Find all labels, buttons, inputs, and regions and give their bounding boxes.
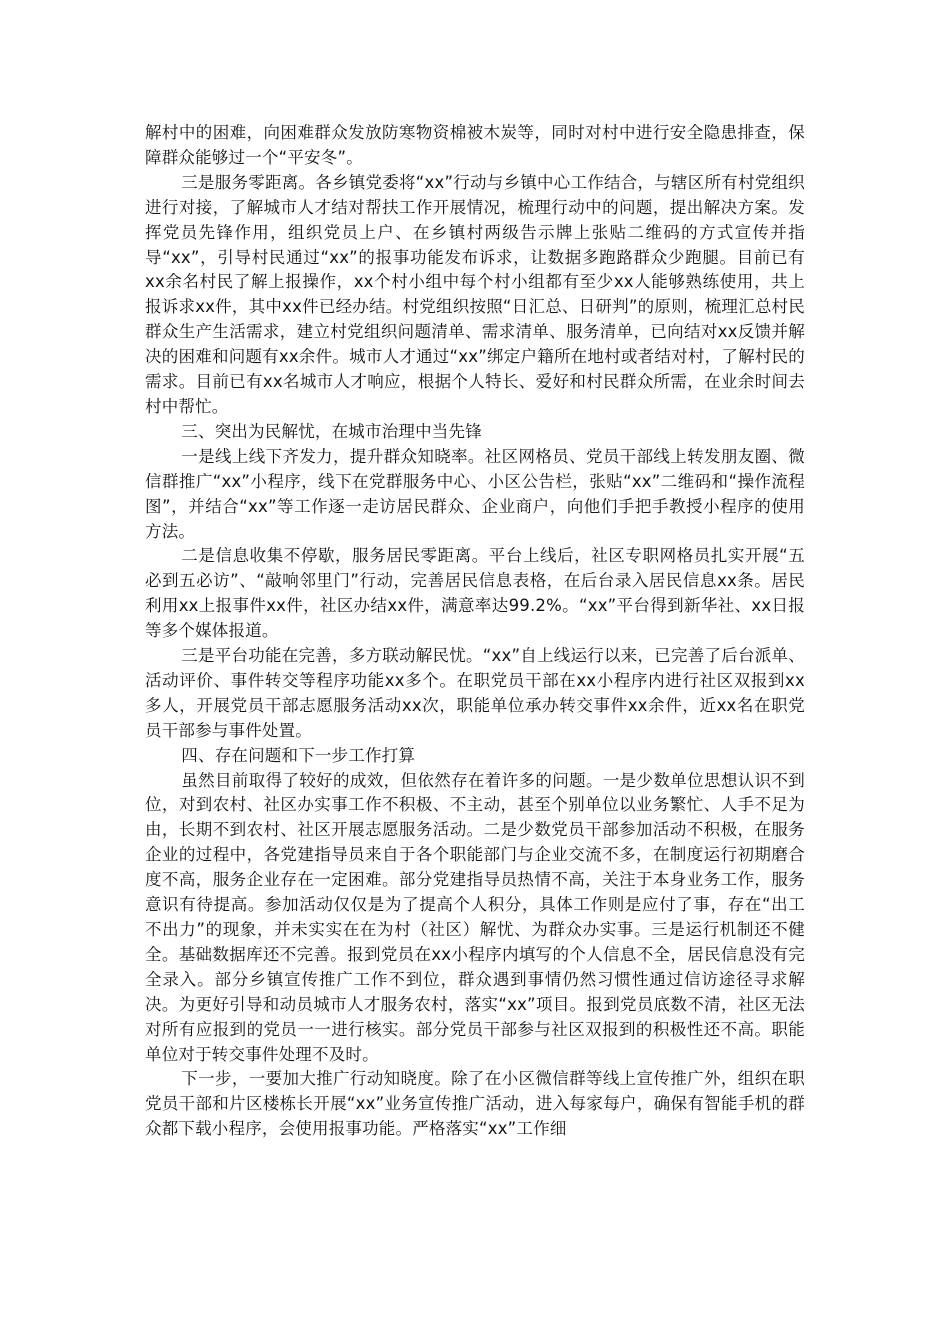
paragraph-next-steps: 下一步，一要加大推广行动知晓度。除了在小区微信群等线上宣传推广外，组织在职党员干部和片区楼栋长开展“xx”业务宣传推广活动，进入每家每户，确保有智能手机的群众都下载小程序，会使用报事功能。严格落实“xx”工作细 (145, 1069, 805, 1139)
document-page (145, 121, 805, 1142)
paragraph-platform-functions: 三是平台功能在完善，多方联动解民忧。“xx”自上线运行以来，已完善了后台派单、活动评价、事件转交等程序功能xx多个。在职党员干部在xx小程序内进行社区双报到xx多人，开展党员干部志愿服务活动xx次，职能单位承办转交事件xx余件，近xx名在职党员干部参与事件处置。 (145, 646, 805, 740)
paragraph-existing-problems: 虽然目前取得了较好的成效，但依然存在着许多的问题。一是少数单位思想认识不到位，对到农村、社区办实事工作不积极、不主动，甚至个别单位以业务繁忙、人手不足为由，长期不到农村、社区开展志愿服务活动。二是少数党员干部参加活动不积极，在服务企业的过程中，各党建指导员来自于各个职能部门与企业交流不多，在制度运行初期磨合度不高，服务企业存在一定困难。部分党建指导员热情不高，关注于本身业务工作，服务意识有待提高。参加活动仅仅是为了提高个人积分，具体工作则是应付了事，存在“出工不出力”的现象，并未实实在在为村（社区）解忧、为群众办实事。三是运行机制还不健全。基础数据库还不完善。报到党员在xx小程序内填写的个人信息不全，居民信息没有完全录入。部分乡镇宣传推广工作不到位，群众遇到事情仍然习惯性通过信访途径寻求解决。为更好引导和动员城市人才服务农村，落实“xx”项目。报到党员底数不清，社区无法对所有应报到的党员一一进行核实。部分党员干部参与社区双报到的积极性还不高。职能单位对于转交事件处理不及时。 (145, 770, 805, 1064)
paragraph-continuation: 解村中的困难，向困难群众发放防寒物资棉被木炭等，同时对村中进行安全隐患排查，保障群众能够过一个“平安冬”。 (145, 123, 805, 167)
paragraph-service-zero-distance: 三是服务零距离。各乡镇党委将“xx”行动与乡镇中心工作结合，与辖区所有村党组织进行对接，了解城市人才结对帮扶工作开展情况，梳理行动中的问题，提出解决方案。发挥党员先锋作用，组织党员上户、在乡镇村两级告示牌上张贴二维码的方式宣传并指导“xx”，引导村民通过“xx”的报事功能发布诉求，让数据多跑路群众少跑腿。目前已有xx余名村民了解上报操作，xx个村小组中每个村小组都有至少xx人能够熟练使用，共上报诉求xx件，其中xx件已经办结。村党组织按照“日汇总、日研判”的原则，梳理汇总村民群众生产生活需求，建立村党组织问题清单、需求清单、服务清单，已向结对xx反馈并解决的困难和问题有xx余件。城市人才通过“xx”绑定户籍所在地村或者结对村，了解村民的需求。目前已有xx名城市人才响应，根据个人特长、爱好和村民群众所需，在业余时间去村中帮忙。 (145, 172, 805, 416)
section-heading-three: 三、突出为民解忧，在城市治理中当先锋 (181, 421, 482, 441)
paragraph-information-collection: 二是信息收集不停歇，服务居民零距离。平台上线后，社区专职网格员扎实开展“五必到五必访”、“敲响邻里门”行动，完善居民信息表格，在后台录入居民信息xx条。居民利用xx上报事件xx件，社区办结xx件，满意率达99.2%。“xx”平台得到新华社、xx日报等多个媒体报道。 (145, 546, 805, 641)
section-heading-four: 四、存在问题和下一步工作打算 (181, 745, 416, 765)
paragraph-online-offline: 一是线上线下齐发力，提升群众知晓率。社区网格员、党员干部线上转发朋友圈、微信群推广“xx”小程序，线下在党群服务中心、小区公告栏，张贴“xx”二维码和“操作流程图”，并结合“xx”等工作逐一走访居民群众、企业商户，向他们手把手教授小程序的使用方法。 (145, 446, 805, 541)
